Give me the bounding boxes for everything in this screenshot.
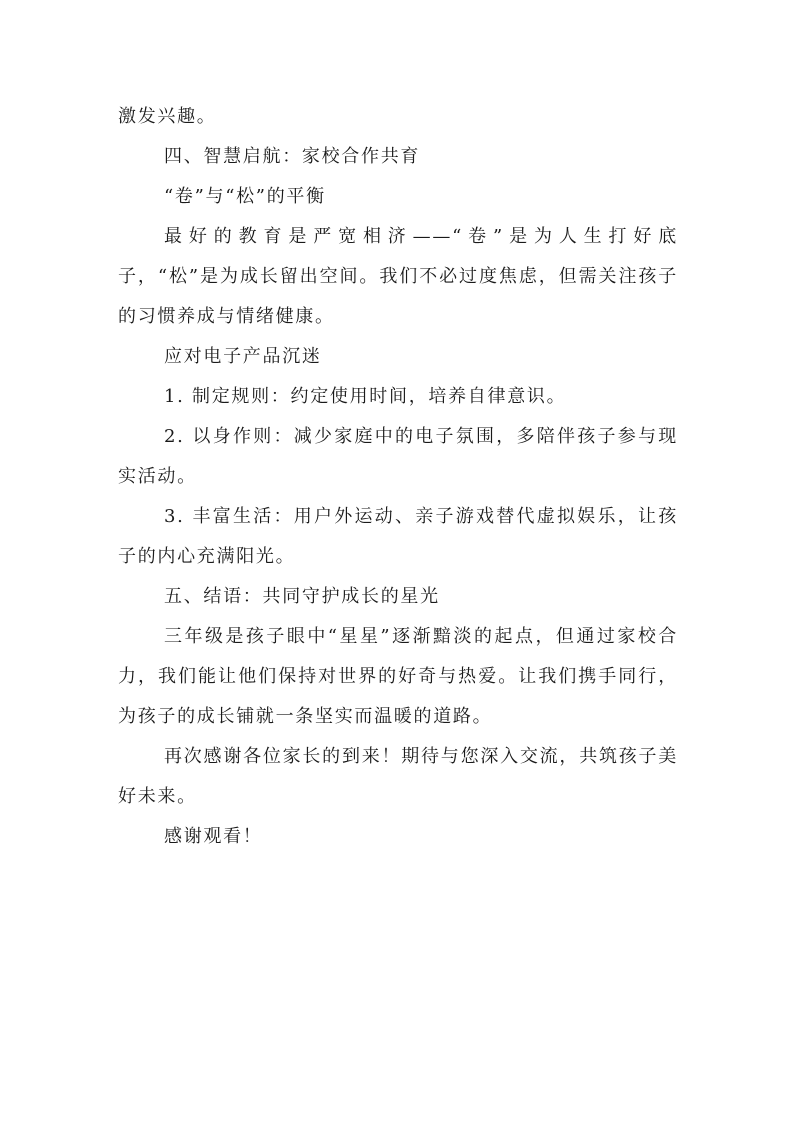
section-heading-five: 五、结语：共同守护成长的星光 [164,586,440,607]
paragraph-balance: 最好的教育是严宽相济——“卷”是为人生打好底子，“松”是为成长留出空间。我们不必过度焦虑，但需关注孩子的习惯养成与情绪健康。 [118,226,678,327]
subheading-balance: “卷”与“松”的平衡 [164,186,326,207]
section-heading-four: 四、智慧启航：家校合作共育 [164,146,421,167]
paragraph-conclusion: 三年级是孩子眼中“星星”逐渐黯淡的起点，但通过家校合力，我们能让他们保持对世界的好奇与热爱。让我们携手同行，为孩子的成长铺就一条坚实而温暖的道路。 [118,626,678,727]
paragraph-continuation: 激发兴趣。 [118,106,217,127]
paragraph-thanks: 再次感谢各位家长的到来！期待与您深入交流，共筑孩子美好未来。 [118,746,678,807]
list-item-rules: 1. 制定规则：约定使用时间，培养自律意识。 [164,386,567,407]
subheading-electronics: 应对电子产品沉迷 [164,346,322,367]
closing-line: 感谢观看！ [164,826,263,847]
list-item-enrich-life: 3. 丰富生活：用户外运动、亲子游戏替代虚拟娱乐，让孩子的内心充满阳光。 [118,506,678,567]
document-body [118,97,678,857]
list-item-example: 2. 以身作则：减少家庭中的电子氛围，多陪伴孩子参与现实活动。 [118,426,678,487]
